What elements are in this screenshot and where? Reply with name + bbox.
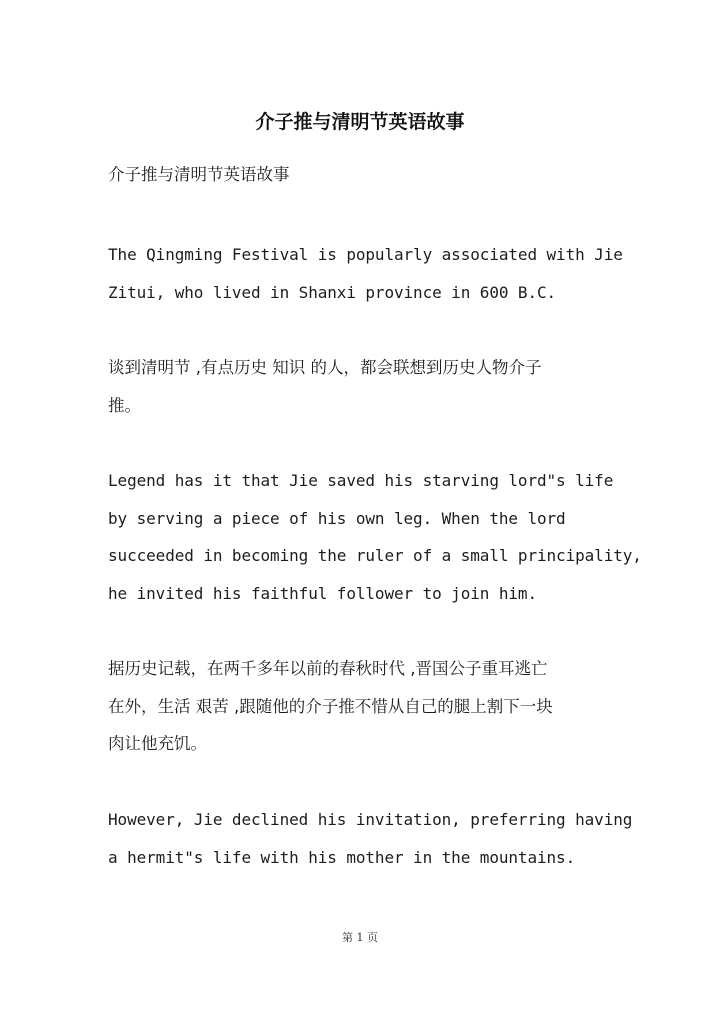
document-title: 介子推与清明节英语故事 xyxy=(255,111,465,133)
page-number: 第 1 页 xyxy=(342,931,378,944)
paragraph-en-3 xyxy=(108,801,633,876)
text-line: Legend has it that Jie saved his starving lord"s life xyxy=(108,471,614,490)
paragraph-subtitle-cn xyxy=(108,156,628,194)
text-line: 在外，生活 艰苦 ,跟随他的介子推不惜从自己的腿上割下一块 xyxy=(108,696,553,716)
text-line: 介子推与清明节英语故事 xyxy=(108,165,290,184)
text-line: 推。 xyxy=(108,395,141,415)
text-line: 肉让他充饥。 xyxy=(108,734,207,753)
text-line: Zitui, who lived in Shanxi province in 600 B.C. xyxy=(108,282,557,302)
text-line: The Qingming Festival is popularly associated with Jie xyxy=(108,245,623,264)
text-line: a hermit"s life with his mother in the mountains. xyxy=(108,847,576,867)
text-line: succeeded in becoming the ruler of a small principality, xyxy=(108,546,642,565)
text-line: he invited his faithful follower to join him. xyxy=(108,583,537,603)
paragraph-cn-1 xyxy=(108,349,628,424)
paragraph-cn-2 xyxy=(108,650,628,763)
paragraph-en-2 xyxy=(108,462,642,612)
text-line: 谈到清明节 ,有点历史 知识 的人，都会联想到历史人物介子 xyxy=(108,358,542,377)
text-line: by serving a piece of his own leg. When the lord xyxy=(108,508,566,528)
paragraph-en-1 xyxy=(108,236,628,311)
text-line: However, Jie declined his invitation, preferring having xyxy=(108,810,633,829)
text-line: 据历史记载，在两千多年以前的春秋时代 ,晋国公子重耳逃亡 xyxy=(108,659,548,678)
